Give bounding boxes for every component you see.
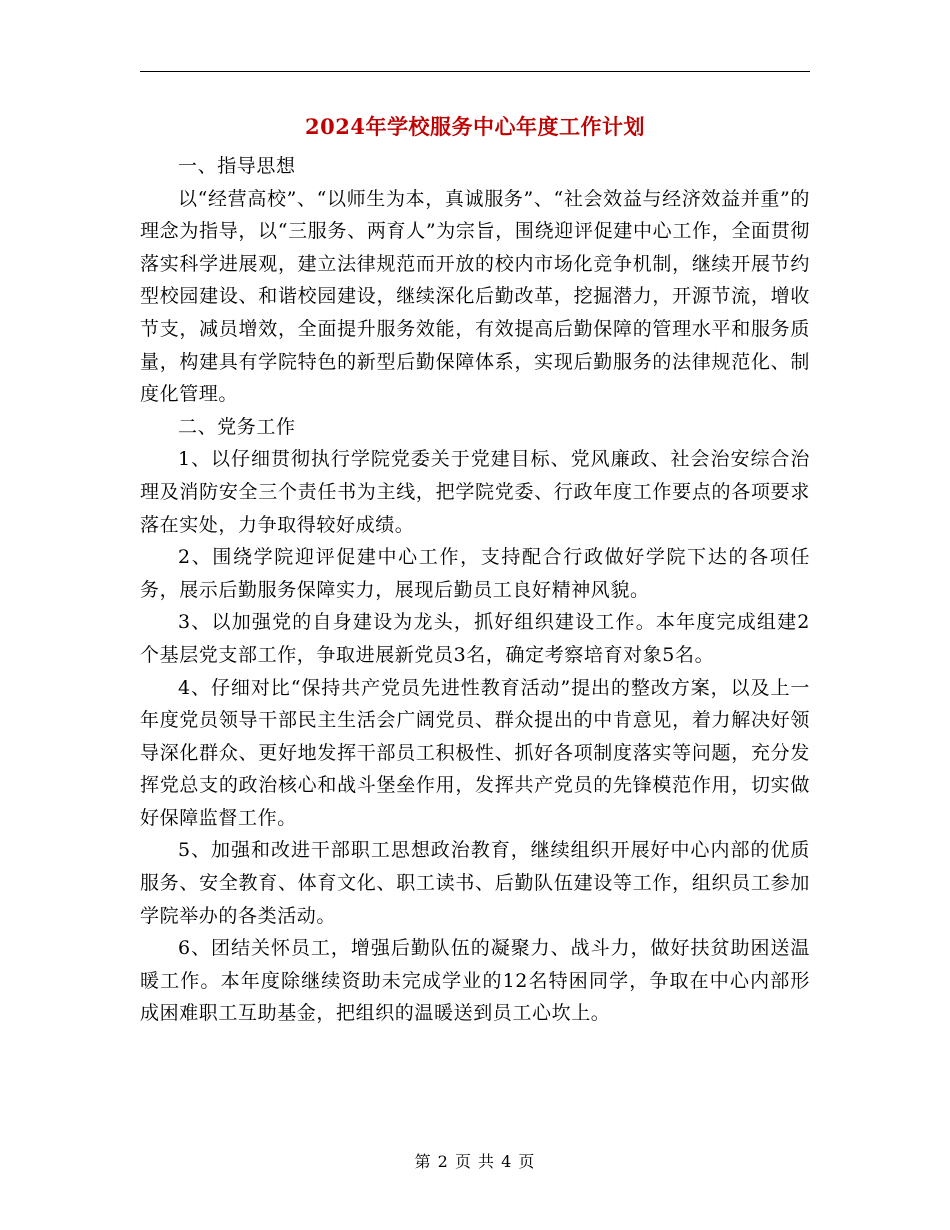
paragraph: 5、加强和改进干部职工思想政治教育，继续组织开展好中心内部的优质服务、安全教育、体育文化、职工读书、后勤队伍建设等工作，组织员工参加学院举办的各类活动。 [140, 839, 810, 927]
paragraph: 以“经营高校”、“以师生为本，真诚服务”、“社会效益与经济效益并重”的理念为指导，以“三服务、两育人”为宗旨，围绕迎评促建中心工作，全面贯彻落实科学进展观，建立法律规范而开放的校内市场化竞争机制，继续开展节约型校园建设、和谐校园建设，继续深化后勤改革，挖掘潜力，开源节流，增收节支，减员增效，全面提升服务效能，有效提高后勤保障的管理水平和服务质量，构建具有学院特色的新型后勤保障体系，实现后勤服务的法律规范化、制度化管理。 [140, 187, 810, 406]
paragraph: 6、团结关怀员工，增强后勤队伍的凝聚力、战斗力，做好扶贫助困送温暖工作。本年度除继续资助未完成学业的12名特困同学，争取在中心内部形成困难职工互助基金，把组织的温暖送到员工心坎上。 [140, 937, 810, 1025]
paragraph: 1、以仔细贯彻执行学院党委关于党建目标、党风廉政、社会治安综合治理及消防安全三个责任书为主线，把学院党委、行政年度工作要点的各项要求落在实处，力争取得较好成绩。 [140, 448, 810, 536]
section-heading-party-work: 二、党务工作 [178, 415, 296, 438]
page-number: 第 2 页 共 4 页 [414, 1152, 536, 1171]
paragraph: 2、围绕学院迎评促建中心工作，支持配合行政做好学院下达的各项任务，展示后勤服务保障实力，展现后勤员工良好精神风貌。 [140, 546, 810, 601]
document-body [140, 150, 810, 1030]
section-heading-guiding-ideology: 一、指导思想 [178, 155, 296, 177]
paragraph: 4、仔细对比“保持共产党员先进性教育活动”提出的整改方案，以及上一年度党员领导干部民主生活会广阔党员、群众提出的中肯意见，着力解决好领导深化群众、更好地发挥干部员工积极性、抓好各项制度落实等问题，充分发挥党总支的政治核心和战斗堡垒作用，发挥共产党员的先锋模范作用，切实做好保障监督工作。 [140, 676, 810, 829]
document-title: 2024年学校服务中心年度工作计划 [305, 114, 645, 139]
paragraph: 3、以加强党的自身建设为龙头，抓好组织建设工作。本年度完成组建2个基层党支部工作，争取进展新党员3名，确定考察培育对象5名。 [140, 611, 810, 666]
header-rule [140, 71, 810, 72]
